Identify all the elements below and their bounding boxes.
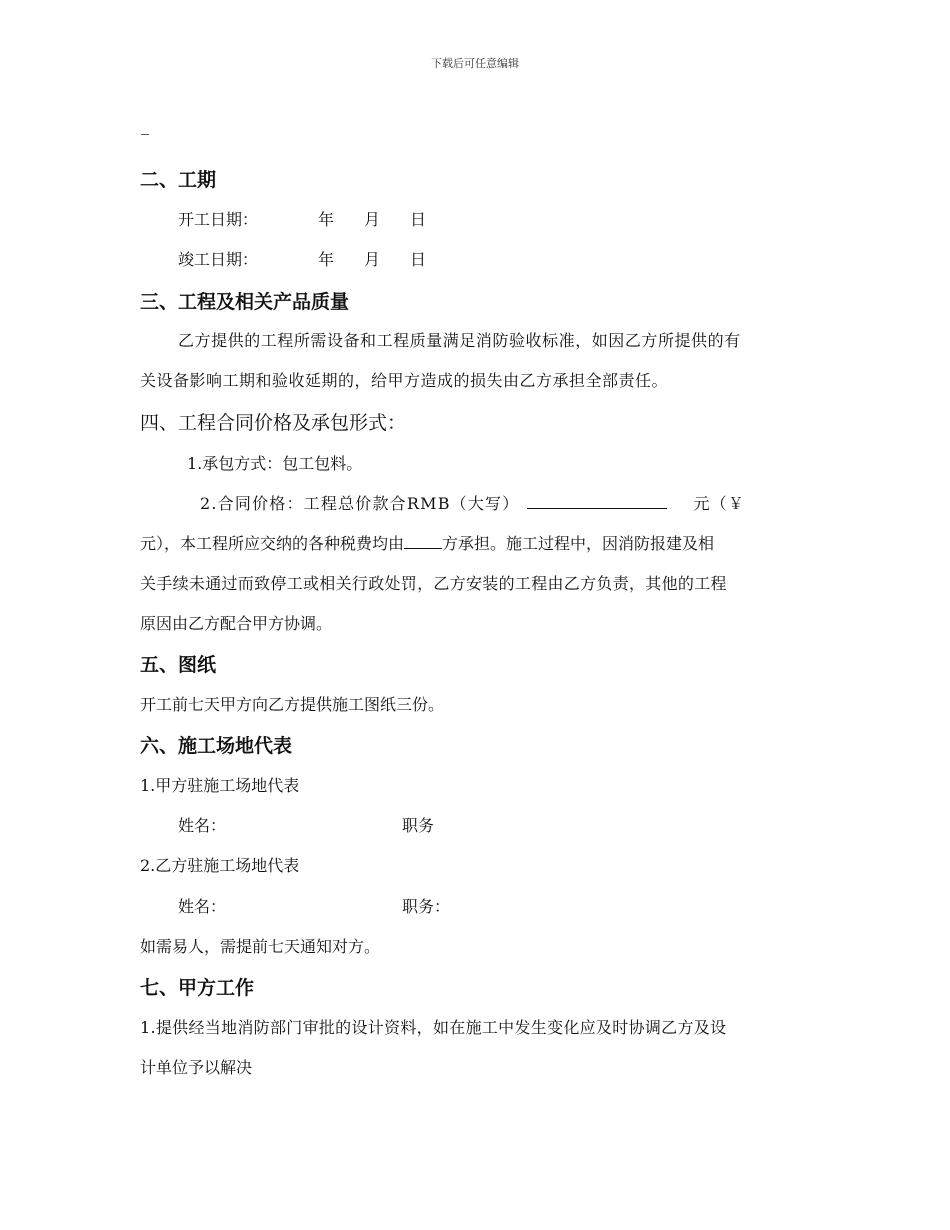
price-words-blank [527, 508, 667, 509]
section-6-title: 六、施工场地代表 [140, 735, 293, 757]
end-date-label: 竣工日期： [178, 250, 259, 269]
start-day: 日 [410, 210, 427, 229]
party-b-name-label: 姓名： [178, 897, 227, 916]
end-date-line [178, 247, 426, 270]
section-3-line-2: 关设备影响工期和验收延期的，给甲方造成的损失由乙方承担全部责任。 [140, 371, 669, 390]
tax-line-post: 方承担。施工过程中，因消防报建及相 [442, 534, 715, 553]
start-date-label: 开工日期： [178, 210, 259, 229]
section-2-title: 二、工期 [140, 169, 217, 191]
contract-price-line [200, 491, 745, 514]
party-b-role-label: 职务： [402, 897, 451, 916]
contract-price-label: 2.合同价格：工程总价款合RMB（大写） [200, 494, 520, 513]
price-unit: 元（￥ [693, 494, 746, 513]
party-a-role-label: 职务 [402, 816, 435, 835]
section-7-line-1: 1.提供经当地消防部门审批的设计资料，如在施工中发生变化应及时协调乙方及设 [140, 1018, 727, 1037]
section-4-line-3: 关手续未通过而致停工或相关行政处罚，乙方安装的工程由乙方负责，其他的工程 [140, 574, 727, 593]
section-3-line-1: 乙方提供的工程所需设备和工程质量满足消防验收标准，如因乙方所提供的有 [178, 331, 741, 350]
start-month: 月 [364, 210, 381, 229]
section-5-text: 开工前七天甲方向乙方提供施工图纸三份。 [140, 695, 445, 714]
tax-line [140, 531, 714, 554]
section-5-title: 五、图纸 [140, 654, 217, 676]
start-year: 年 [318, 210, 335, 229]
end-year: 年 [318, 250, 335, 269]
end-month: 月 [364, 250, 381, 269]
start-date-line [178, 207, 426, 230]
section-4-title: 四、工程合同价格及承包形式： [140, 412, 407, 434]
replacement-note: 如需易人，需提前七天通知对方。 [140, 937, 381, 956]
section-7-line-2: 计单位予以解决 [140, 1058, 253, 1077]
stray-mark [141, 134, 149, 135]
tax-party-blank [404, 548, 442, 549]
party-b-rep-label: 2.乙方驻施工场地代表 [140, 856, 300, 875]
section-7-title: 七、甲方工作 [140, 977, 255, 999]
party-a-name-label: 姓名： [178, 816, 227, 835]
party-a-rep-label: 1.甲方驻施工场地代表 [140, 776, 300, 795]
section-4-line-4: 原因由乙方配合甲方协调。 [140, 614, 333, 633]
end-day: 日 [410, 250, 427, 269]
page-header-note: 下载后可任意编辑 [431, 57, 519, 70]
tax-line-pre: 元），本工程所应交纳的各种税费均由 [140, 534, 405, 553]
contract-mode-item: 1.承包方式：包工包料。 [187, 454, 363, 473]
section-3-title: 三、工程及相关产品质量 [140, 291, 350, 313]
